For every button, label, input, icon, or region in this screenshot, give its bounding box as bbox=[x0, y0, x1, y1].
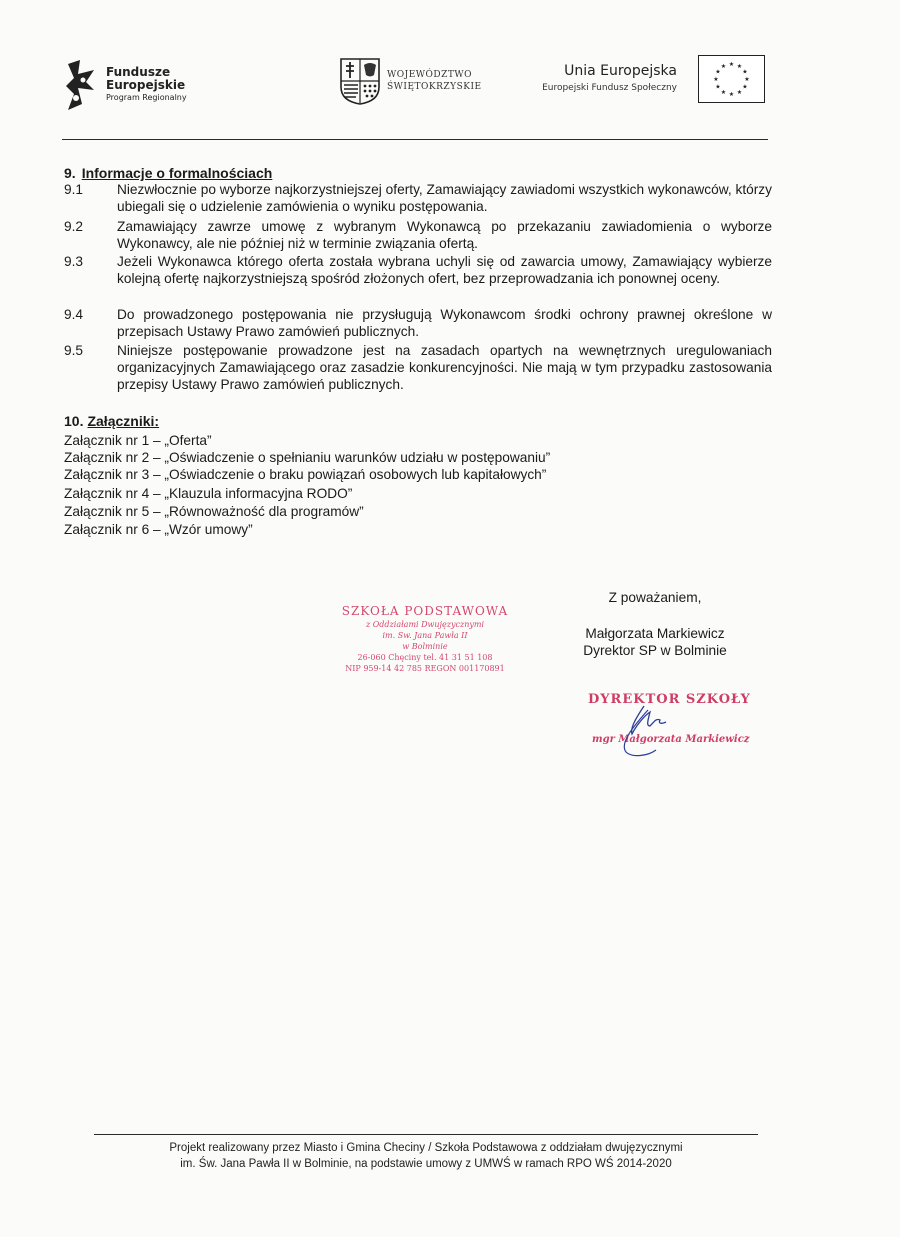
footer-line1: Projekt realizowany przez Miasto i Gmina Checiny / Szkoła Podstawowa z oddziałam dwujęzycznymi bbox=[169, 1142, 683, 1154]
header-divider bbox=[62, 139, 768, 140]
swietokrzyskie-logo bbox=[339, 57, 489, 107]
item-text: Do prowadzonego postępowania nie przysługują Wykonawcom środki ochrony prawnej określone w przepisach Ustawy Prawo zamówień publicznych. bbox=[117, 307, 772, 339]
stamp-line3: im. Sw. Jana Pawła II bbox=[382, 631, 468, 640]
ws-logo-line2: ŚWIĘTOKRZYSKIE bbox=[387, 82, 482, 92]
stamp-line1: SZKOŁA PODSTAWOWA bbox=[341, 604, 509, 618]
svg-text:★: ★ bbox=[742, 83, 748, 91]
director-stamp-title: DYREKTOR SZKOŁY bbox=[588, 692, 751, 707]
item-number: 9.1 bbox=[64, 182, 84, 197]
eu-logo-line2: Europejski Fundusz Społeczny bbox=[542, 83, 677, 93]
item-text: Zamawiający zawrze umowę z wybranym Wykonawcą po przekazaniu zawiadomienia o wyborze Wykonawcy, ale nie później niż w terminie związania ofertą. bbox=[117, 219, 772, 251]
fe-logo-line3: Program Regionalny bbox=[106, 93, 187, 102]
svg-text:★: ★ bbox=[742, 68, 748, 76]
stamp-line4: w Bolminie bbox=[402, 642, 448, 651]
section-9-number: 9. bbox=[64, 165, 76, 181]
stamp-line5: 26-060 Chęciny tel. 41 31 51 108 bbox=[357, 653, 493, 662]
svg-text:★: ★ bbox=[736, 89, 743, 96]
attachment-item: Załącznik nr 3 – „Oświadczenie o braku powiązań osobowych lub kapitałowych” bbox=[64, 467, 547, 482]
section-10-number: 10. bbox=[64, 413, 84, 429]
item-number: 9.4 bbox=[64, 307, 84, 322]
section-item-9-1 bbox=[64, 181, 772, 215]
section-item-9-2 bbox=[64, 218, 772, 252]
item-number: 9.2 bbox=[64, 219, 84, 234]
item-text: Niezwłocznie po wyborze najkorzystniejszej oferty, Zamawiający zawiadomi wszystkich wykonawców, którzy ubiegali się o udzielenie zamówienia o wyniku postępowania. bbox=[117, 182, 772, 214]
item-text: Jeżeli Wykonawca którego oferta została wybrana uchyli się od zawarcia umowy, Zamawiający wybierze kolejną ofertę najkorzystniejszą spośród złożonych ofert, bez przeprowadzania ich ponownej oceny. bbox=[117, 254, 772, 286]
section-10-heading bbox=[64, 413, 159, 429]
section-item-9-4 bbox=[64, 306, 772, 340]
svg-text:★: ★ bbox=[715, 83, 721, 91]
section-item-9-3 bbox=[64, 253, 772, 287]
item-number: 9.3 bbox=[64, 254, 84, 269]
svg-text:★: ★ bbox=[715, 68, 721, 76]
director-stamp-name: mgr Małgorzata Markiewicz bbox=[592, 734, 750, 745]
closing-greeting: Z poważaniem, bbox=[608, 590, 702, 605]
school-stamp bbox=[300, 604, 550, 674]
unia-europejska-logo bbox=[525, 55, 765, 105]
svg-text:★: ★ bbox=[736, 63, 743, 70]
attachment-item: Załącznik nr 5 – „Równoważność dla programów” bbox=[64, 504, 364, 519]
ws-logo-line1: WOJEWÓDZTWO bbox=[387, 70, 473, 80]
section-9-heading bbox=[64, 165, 272, 181]
attachment-item: Załącznik nr 4 – „Klauzula informacyjna RODO” bbox=[64, 486, 353, 501]
section-9-title: Informacje o formalnościach bbox=[81, 165, 273, 181]
stamp-line6: NIP 959-14 42 785 REGON 001170891 bbox=[345, 664, 505, 673]
eu-flag-icon bbox=[698, 55, 765, 103]
svg-text:★: ★ bbox=[720, 89, 727, 96]
attachment-item: Załącznik nr 6 – „Wzór umowy” bbox=[64, 522, 253, 537]
fe-star-icon bbox=[66, 60, 96, 112]
footer-line2: im. Św. Jana Pawła II w Bolminie, na podstawie umowy z UMWŚ w ramach RPO WŚ 2014-2020 bbox=[180, 1158, 672, 1170]
item-text: Niniejsze postępowanie prowadzone jest na zasadach opartych na wewnętrznych uregulowaniach organizacyjnych Zamawiającego oraz zasadzie konkurencyjności. Nie mają w tym przypadku zastosowania przepisy Ustawy Prawo zamówień publicznych. bbox=[117, 343, 772, 392]
fe-logo-line2: Europejskie bbox=[106, 78, 186, 92]
signatory-role: Dyrektor SP w Bolminie bbox=[583, 643, 727, 658]
section-10-title: Załączniki: bbox=[87, 413, 160, 429]
signatory-name: Małgorzata Markiewicz bbox=[585, 626, 725, 641]
eu-logo-line1: Unia Europejska bbox=[564, 63, 677, 79]
section-item-9-5 bbox=[64, 342, 772, 393]
stamp-line2: z Oddziałami Dwujęzycznymi bbox=[365, 620, 485, 629]
footer-divider bbox=[94, 1134, 758, 1135]
coat-of-arms-icon bbox=[339, 57, 381, 105]
svg-text:★: ★ bbox=[744, 76, 750, 83]
fundusze-europejskie-logo bbox=[66, 58, 236, 114]
handwritten-signature bbox=[600, 700, 690, 760]
svg-text:★: ★ bbox=[728, 91, 735, 98]
svg-text:★: ★ bbox=[720, 63, 727, 70]
page-footer bbox=[94, 1140, 758, 1172]
item-number: 9.5 bbox=[64, 343, 84, 358]
fe-logo-line1: Fundusze bbox=[106, 65, 171, 79]
svg-text:★: ★ bbox=[728, 61, 735, 68]
svg-text:★: ★ bbox=[713, 76, 719, 83]
attachment-item: Załącznik nr 1 – „Oferta” bbox=[64, 433, 212, 448]
attachment-item: Załącznik nr 2 – „Oświadczenie o spełnianiu warunków udziału w postępowaniu” bbox=[64, 450, 551, 465]
